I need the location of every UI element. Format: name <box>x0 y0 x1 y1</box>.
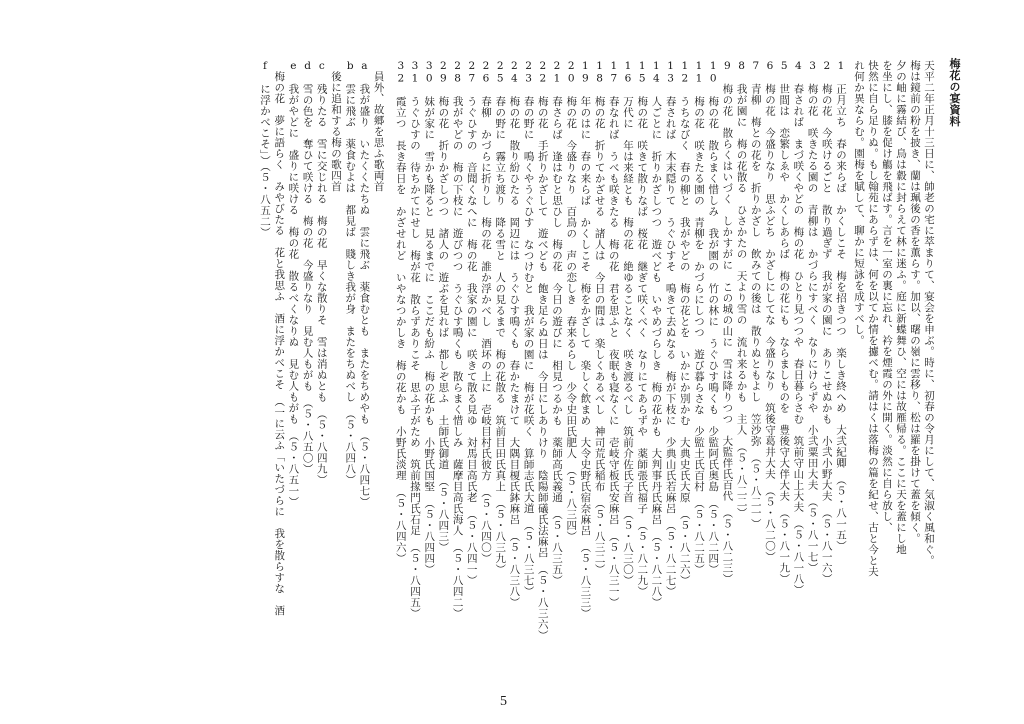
poem-line: 21 春さらば 逢はむと思ひし 梅の花 今日の遊びに 相見つるかも 薬師高氏義通 （５・八三五） <box>551 60 563 586</box>
additional-poem-line: a 我が盛り いたくくたちぬ 雲に飛ぶ 薬食むとも またをちめやも （５・八四七） <box>358 60 371 508</box>
additional-poem-line: e 我がやどに 盛りに咲ける 梅の花 散るべくなりぬ 見む人もがも （５・八五一） <box>287 60 300 508</box>
poem-line: 4 春されば まづ咲くやどの 梅の花 ひとり見つつや 春日暮らさむ 筑前守山上大夫 （５・八一八） <box>792 60 805 596</box>
poem-line: 15 梅の花 咲きて散りなば 桜花 継ぎて咲くべく なりにてあらずや 薬師張氏福子 （５・八二九） <box>636 60 649 597</box>
poem-line: 11 梅の花 咲きたる園の 青柳を かづらにしつつ 遊び暮らさな 少監土氏百村 （５・八二五） <box>693 60 705 575</box>
poem-line: 28 我がやどの 梅の下枝に 遊びつつ うぐひす鳴くも 散らまく惜しみ 薩摩目高氏海人 （５・八四二） <box>451 60 464 619</box>
additional-poem-line: 後に追和する梅の歌四首 <box>330 60 342 192</box>
poem-line: 10 梅の花 散らまく惜しみ 我が園の 竹の林に うぐひす鳴くも 少監阿氏奥島 （５・八二四） <box>707 60 720 575</box>
poem-line: 1 正月立ち 春の来らば かくしこそ 梅を招きつつ 楽しき終へめ 大弐紀卿 （５・八一五） <box>835 60 847 552</box>
poem-line: 7 青柳 梅との花を 折りかざし 飲みての後は 散りぬともよし 笠沙弥 （５・八二一） <box>749 60 762 530</box>
preface-line: 快然に自ら足りぬ。もし翰苑にあらずは、何を以てか情を攄べむ。請はくは落梅の篇を紀せ、古と今と夫 <box>867 60 879 577</box>
poem-line: 25 春の野に 霧立ち渡り 降る雪と 人の見るまで 梅の花散る 筑前目田氏真上 （５・八三九） <box>494 60 507 575</box>
poem-line: 17 春なれば うべも咲きたる 梅の花 君を思ふと 夜眠も寝なくに 壱岐守板氏安麻呂 （５・八三一） <box>607 60 620 608</box>
poem-line: 27 うぐひすの 音聞くなへに 梅の花 我家の園に 咲きて散る見ゆ 対馬目高氏老 （５・八四一） <box>465 60 478 586</box>
poem-line: 12 うちなびく 春の柳と 我がやどの 梅の花とを いかにか別かむ 大典史氏大原 （５・八二六） <box>678 60 691 586</box>
poem-line: 16 万代に 年は来経とも 梅の花 絶ゆることなく 咲き渡るべし 筑前介佐氏子首 （５・八三〇） <box>622 60 634 586</box>
preface-line: れ何か異ならむ。園梅を賦して、聊かに短詠を成すべし。 <box>853 60 865 346</box>
poem-line: 3 梅の花 咲きたる園の 青柳は かづらにすべく なりにけらずや 小弐粟田大夫 （５・八一七） <box>806 60 819 574</box>
poem-line: 9 梅の花 散らくはいづく しかすがに この城の山に 雪は降りつつ 大監伴氏百代 （５・八二三） <box>721 60 734 585</box>
poem-line: 20 梅の花 今盛りなり 百鳥の 声の恋しき 春来るらし 少令史田氏肥人 （５・八三四） <box>565 60 578 542</box>
poem-line: 23 春の野に 鳴くやうぐひす なつけむと 我が家の園に 梅が花咲く 算師志氏大道 （５・八三七） <box>522 60 535 597</box>
poem-line: 13 春されば 木末隠りて うぐひすそ 鳴きて去ぬなる 梅が下枝に 少典山氏若麻呂 （５・八二七） <box>664 60 677 597</box>
preface-line: 梅は鏡前の粉を披き、蘭は珮後の香を薫らす。加以、曙の嶺に雲移り、松は羅を掛けて蓋を傾く。 <box>909 60 921 544</box>
poem-line: 24 梅の花 散り紛ひたる 岡辺には うぐひす鳴くも 春かたまけて 大隅目榎氏鉢麻呂 （５・八三八） <box>508 60 521 608</box>
additional-poem-line: d 雪の色を 奪ひて咲ける 梅の花 今盛りなり 見む人もがも （５・八五〇） <box>301 60 314 475</box>
poem-line: 29 梅の花 折りかざしつつ 諸人の 遊ぶを見れば 都しぞ思ふ 土師氏御道 （５・八四三） <box>437 60 450 553</box>
additional-poem-line: 梅の花 夢に語らく みやびたる 花と我思ふ 酒に浮かべこそ （一に云ふ「いたづらに 我を散らすな 酒 <box>273 60 286 616</box>
poem-line: 26 春柳 かづらに折りし 梅の花 誰か浮かべし 酒坏の上に 壱岐目村氏彼方 （５・八四〇） <box>480 60 492 564</box>
poem-line: 22 梅の花 手折りかざして 遊べども 飽き足らぬ日は 今日にしありけり 陰陽師礒氏法麻呂 （５・八三六） <box>536 60 549 641</box>
poem-line: 8 我が園に 梅の花散る ひさかたの 天より雪の 流れ来るかも 主人 （５・八二二） <box>735 60 748 519</box>
preface-line: を坐にし、膝を促け觴を飛ばす。言を一室の裏に忘れ、衿を煙霞の外に開く。淡然に自ら放し、 <box>881 60 893 533</box>
additional-poem-line: b 雲に飛ぶ 薬食むよは 都見ば 賤しき我が身 またをちぬべし （５・八四八） <box>344 60 357 486</box>
additional-poem-line: c 残りたる 雪に交じれる 梅の花 早くな散りそ 雪は消ぬとも （５・八四九） <box>315 60 328 486</box>
preface-line: 天平二年正月十三日に、帥老の宅に萃まりて、宴会を申ぶ。時に、初春の令月にして、気淑く風和ぐ。 <box>923 60 935 566</box>
poem-line: 32 霞立つ 長き春日を かざせれど いやなつかしき 梅の花かも 小野氏淡理 （５・八四六） <box>394 60 407 564</box>
poem-line: 30 妹が家に 雪かも降ると 見るまでに ここだも紛ふ 梅の花かも 小野氏国堅 （５・八四四） <box>423 60 436 575</box>
poem-line: 5 世間は 恋繁しゑや かくしあらば 梅の花にも ならましものを 豊後守大伴大夫 （５・八一九） <box>778 60 791 585</box>
page-number: 5 <box>500 694 507 709</box>
additional-poem-line: 員外、故郷を思ふ歌両首 <box>372 60 385 192</box>
poem-line: 18 梅の花 折りてかざせる 諸人は 今日の間は 楽しくあるべし 神司荒氏稲布 （５・八三二） <box>593 60 606 575</box>
poem-line: 2 梅の花 今咲けるごと 散り過ぎず 我が家の園に ありこせぬかも 小弐小野大夫 （５・八一六） <box>820 60 833 585</box>
poem-line: 6 梅の花 今盛りなり 思ふどち かざしにしてな 今盛りなり 筑後守葛井大夫 （５・八二〇） <box>764 60 776 563</box>
preface-line: 夕の岫に霧結び、鳥は縠に封らえて林に迷ふ。庭に新蝶舞ひ、空には故雁帰る。ここに天を蓋にし地 <box>895 60 907 555</box>
poem-line: 19 年のはに 春の来らば かくしこそ 梅をかざして 楽しく飲まめ 大令史野氏宿奈麻呂 （５・八三三） <box>579 60 592 619</box>
document-title: 梅花の宴資料 <box>948 58 961 127</box>
poem-line: 14 人ごとに 折りかざしつつ 遊べども いやめづらしき 梅の花かも 大判事丹氏麻呂 （５・八二八） <box>650 60 663 608</box>
poem-line: 31 うぐひすの 待ちかてにせし 梅が花 散らずありこそ 思ふ子がため 筑前掾門氏石足 （５・八四五） <box>409 60 421 619</box>
additional-poem-line: f に浮かべこそ」）（５・八五二） <box>259 60 271 238</box>
